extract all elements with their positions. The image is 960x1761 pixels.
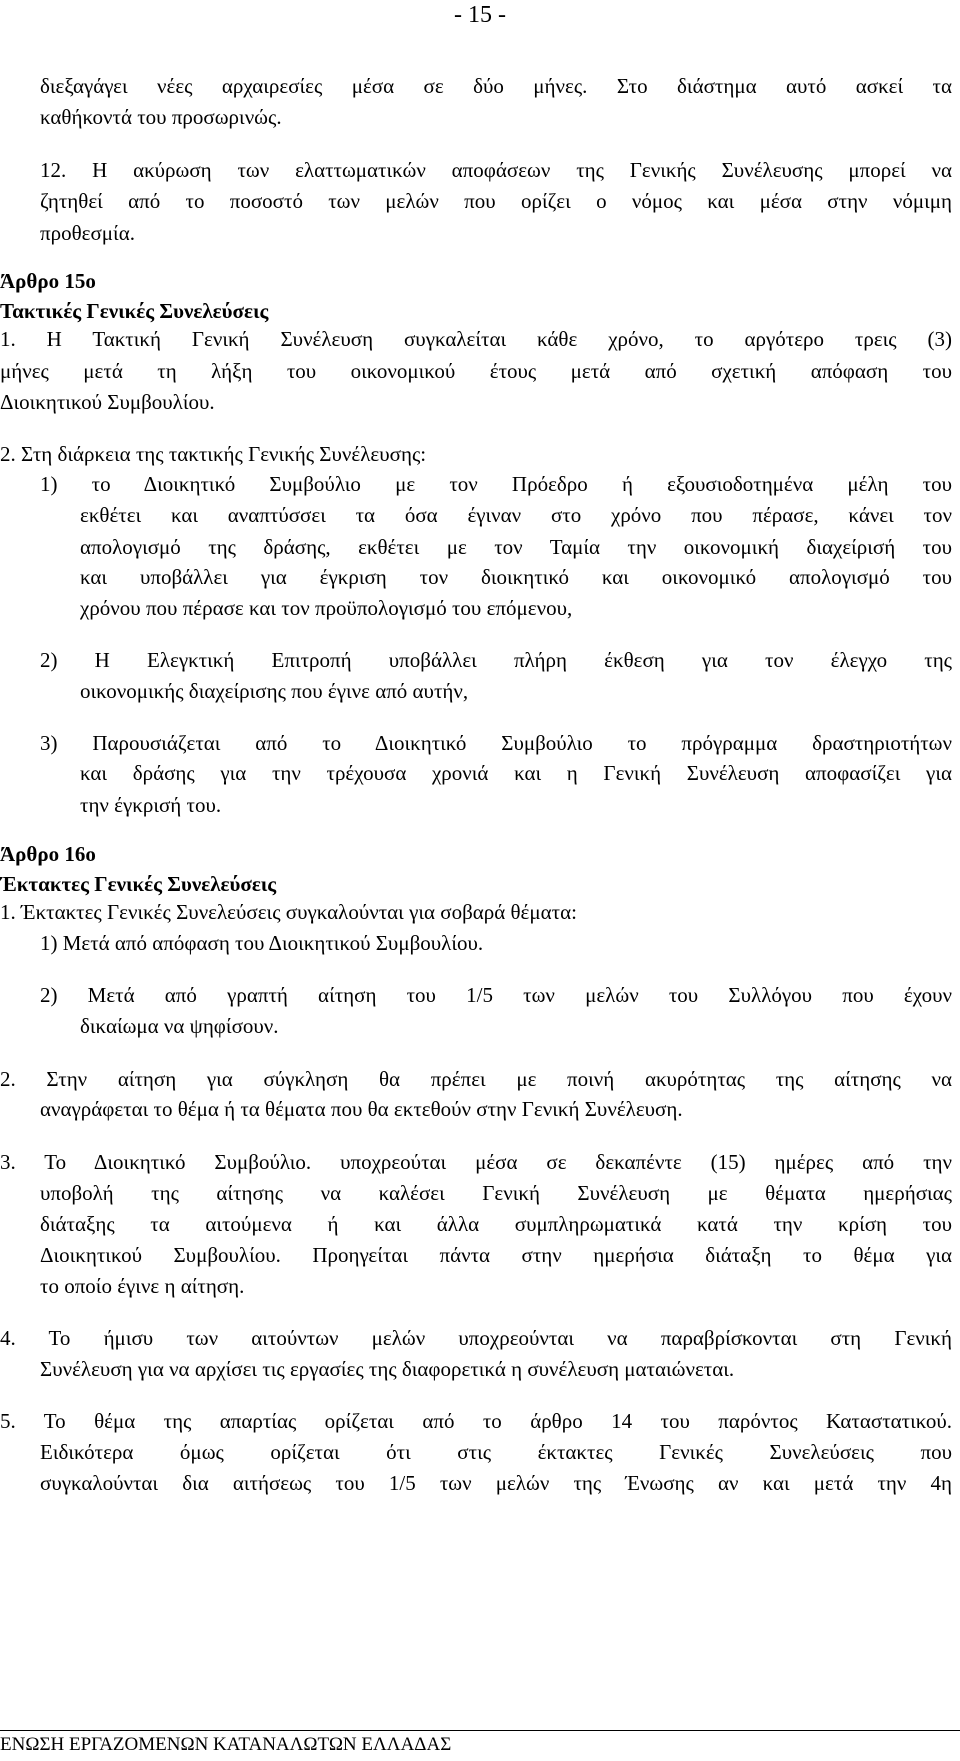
text-line: καθήκοντά του προσωρινώς. — [40, 105, 282, 129]
text-line: 2. Στη διάρκεια της τακτικής Γενικής Συνέλευσης: — [0, 442, 427, 466]
text-line: 12. Η ακύρωση των ελαττωματικών αποφάσεων της Γενικής Συνέλευσης μπορεί να — [40, 158, 952, 182]
text-line: 3. Το Διοικητικό Συμβούλιο. υποχρεούται μέσα σε δεκαπέντε (15) ημέρες από την — [0, 1150, 952, 1174]
text-line: υποβολή της αίτησης να καλέσει Γενική Συνέλευση με θέματα ημερήσιας — [40, 1181, 952, 1205]
text-line: οικονομικής διαχείρισης που έγινε από αυτήν, — [80, 679, 469, 703]
text-line: Διοικητικού Συμβουλίου. — [0, 390, 215, 414]
text-line: 2) Η Ελεγκτική Επιτροπή υποβάλλει πλήρη έκθεση για τον έλεγχο της — [40, 648, 952, 672]
text-line: 2) Μετά από γραπτή αίτηση του 1/5 των μελών του Συλλόγου που έχουν — [40, 983, 952, 1007]
text-line: 5. Το θέμα της απαρτίας ορίζεται από το άρθρο 14 του παρόντος Καταστατικού. — [0, 1409, 952, 1433]
text-line: 1) το Διοικητικό Συμβούλιο με τον Πρόεδρο ή εξουσιοδοτημένα μέλη του — [40, 472, 952, 496]
text-line: εκθέτει και αναπτύσσει τα όσα έγιναν στο χρόνο που πέρασε, κάνει τον — [80, 503, 952, 527]
text-line: 4. Το ήμισυ των αιτούντων μελών υποχρεούνται να παραβρίσκονται στη Γενική — [0, 1326, 952, 1350]
text-line: 1. Η Τακτική Γενική Συνέλευση συγκαλείται κάθε χρόνο, το αργότερο τρεις (3) — [0, 327, 952, 351]
text-line: μήνες μετά τη λήξη του οικονομικού έτους μετά από σχετική απόφαση του — [0, 359, 952, 383]
footer-rule — [0, 1730, 960, 1731]
text-line: απολογισμό της δράσης, εκθέτει με τον Ταμία την οικονομική διαχείρισή του — [80, 535, 952, 559]
text-line: διάταξης τα αιτούμενα ή και άλλα συμπληρωματικά κατά την κρίση του — [40, 1212, 952, 1236]
text-line: διεξαγάγει νέες αρχαιρεσίες μέσα σε δύο μήνες. Στο διάστημα αυτό ασκεί τα — [40, 74, 952, 98]
text-line: 3) Παρουσιάζεται από το Διοικητικό Συμβούλιο το πρόγραμμα δραστηριοτήτων — [40, 731, 952, 755]
page-number: - 15 - — [454, 2, 506, 28]
text-line: Ειδικότερα όμως ορίζεται ότι στις έκτακτες Γενικές Συνελεύσεις που — [40, 1440, 952, 1464]
text-line: Συνέλευση για να αρχίσει τις εργασίες της διαφορετικά η συνέλευση ματαιώνεται. — [40, 1357, 735, 1381]
text-line: και δράσης για την τρέχουσα χρονιά και η Γενική Συνέλευση αποφασίζει για — [80, 761, 952, 785]
text-line: 2. Στην αίτηση για σύγκληση θα πρέπει με ποινή ακυρότητας της αίτησης να — [0, 1067, 952, 1091]
text-line: ζητηθεί από το ποσοστό των μελών που ορίζει ο νόμος και μέσα στην νόμιμη — [40, 189, 952, 213]
text-line: χρόνου που πέρασε και τον προϋπολογισμό του επόμενου, — [80, 596, 573, 620]
text-line: το οποίο έγινε η αίτηση. — [40, 1274, 245, 1298]
article-subheading: Έκτακτες Γενικές Συνελεύσεις — [0, 872, 277, 896]
article-heading: Άρθρο 16ο — [0, 842, 96, 866]
text-line: την έγκρισή του. — [80, 793, 222, 817]
text-line: 1) Μετά από απόφαση του Διοικητικού Συμβουλίου. — [40, 931, 484, 955]
footer-organization: ΕΝΩΣΗ ΕΡΓΑΖΟΜΕΝΩΝ ΚΑΤΑΝΑΛΩΤΩΝ ΕΛΛΑΔΑΣ — [0, 1734, 452, 1755]
text-line: δικαίωμα να ψηφίσουν. — [80, 1014, 279, 1038]
text-line: και υποβάλλει για έγκριση τον διοικητικό και οικονομικό απολογισμό του — [80, 565, 952, 589]
text-line: 1. Έκτακτες Γενικές Συνελεύσεις συγκαλούνται για σοβαρά θέματα: — [0, 900, 577, 924]
article-heading: Άρθρο 15ο — [0, 269, 96, 293]
article-subheading: Τακτικές Γενικές Συνελεύσεις — [0, 299, 269, 323]
text-line: αναγράφεται το θέμα ή τα θέματα που θα εκτεθούν στην Γενική Συνέλευση. — [40, 1097, 683, 1121]
text-line: συγκαλούνται δια αιτήσεως του 1/5 των μελών της Ένωσης αν και μετά την 4η — [40, 1471, 952, 1495]
text-line: Διοικητικού Συμβουλίου. Προηγείται πάντα στην ημερήσια διάταξη το θέμα για — [40, 1243, 952, 1267]
text-line: προθεσμία. — [40, 221, 135, 245]
